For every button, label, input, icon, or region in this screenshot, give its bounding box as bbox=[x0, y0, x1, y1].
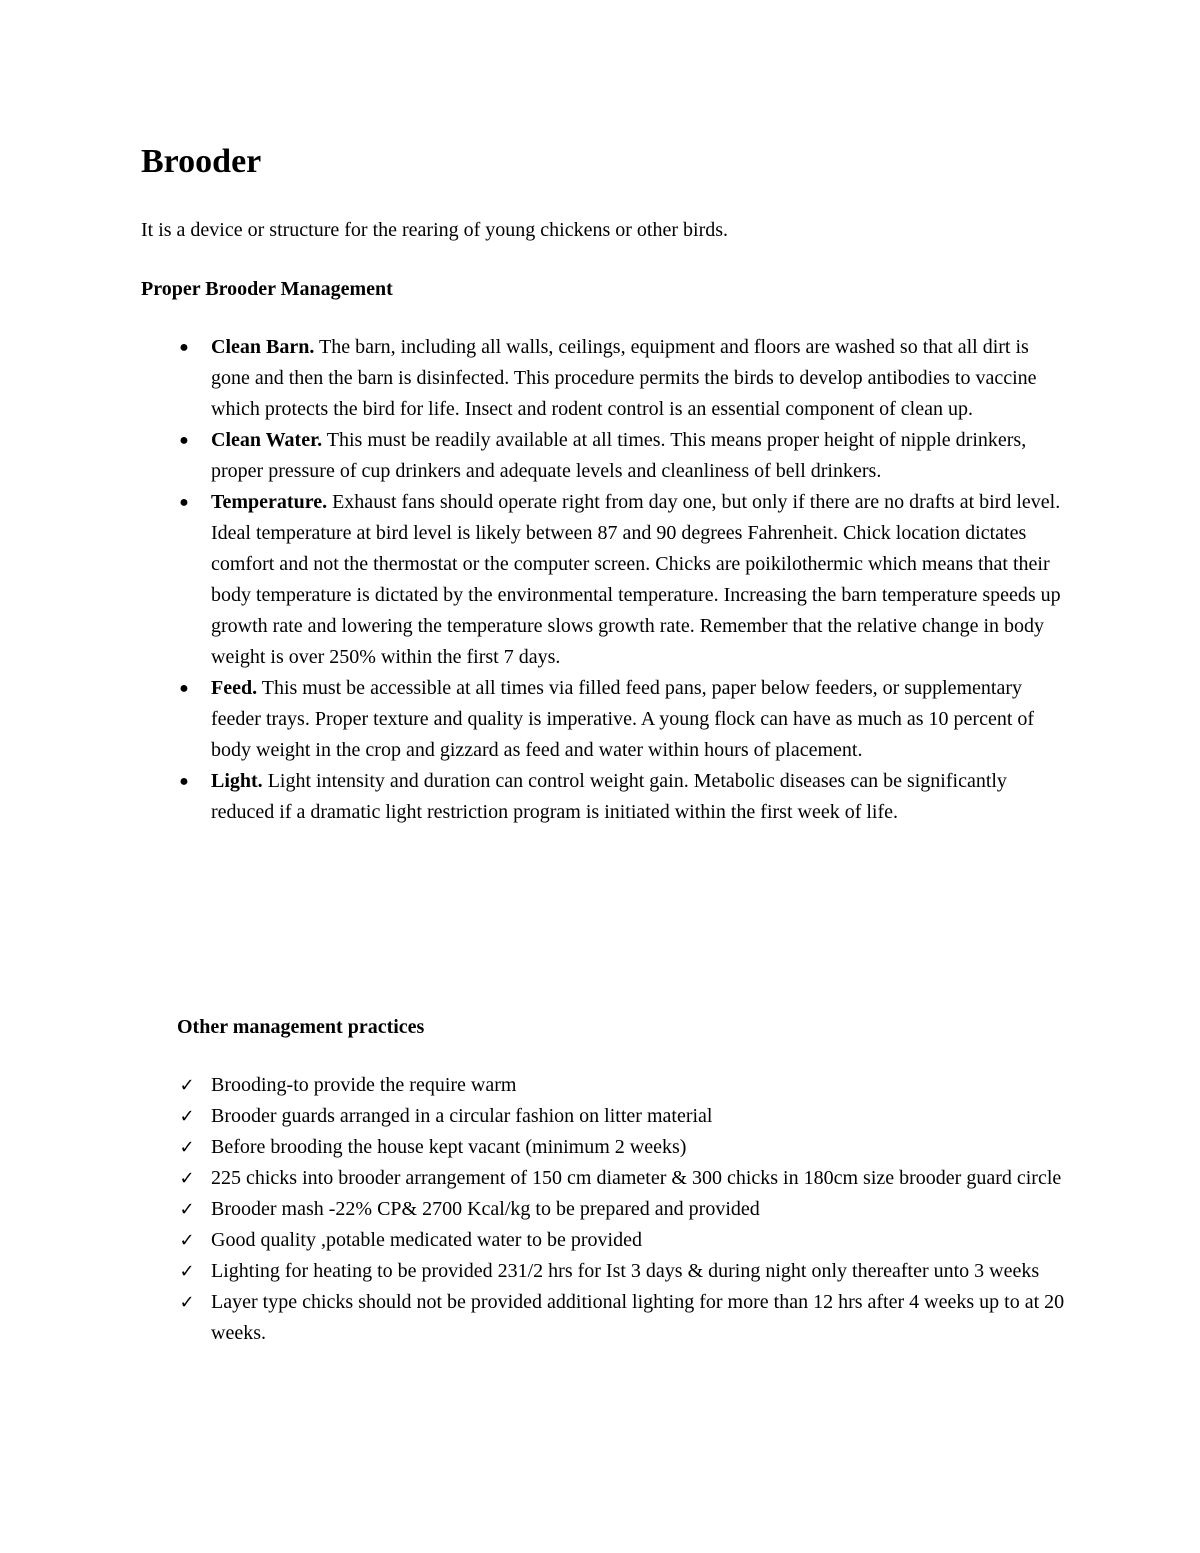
list-item bbox=[179, 425, 1071, 487]
item-text: The barn, including all walls, ceilings, equipment and floors are washed so that all dirt is gone and then the barn is disinfected. This procedure permits the birds to develop antibodies to vaccine which protects the bird for life. Insect and rodent control is an essential component of clean up. bbox=[211, 336, 1037, 420]
section-heading-proper-management: Proper Brooder Management bbox=[141, 278, 393, 300]
list-item bbox=[179, 673, 1071, 766]
checkmark-icon: ✓ bbox=[179, 1137, 195, 1158]
bullet-icon: ● bbox=[179, 494, 189, 511]
item-term: Temperature. bbox=[211, 491, 328, 513]
checkmark-icon: ✓ bbox=[179, 1075, 195, 1096]
list-item bbox=[179, 487, 1071, 673]
list-item bbox=[179, 332, 1071, 425]
proper-management-list bbox=[179, 332, 1071, 828]
list-item bbox=[179, 1101, 1071, 1132]
item-text: Good quality ,potable medicated water to be provided bbox=[211, 1229, 642, 1251]
item-term: Feed. bbox=[211, 677, 258, 699]
list-item bbox=[179, 1132, 1071, 1163]
item-text: Light intensity and duration can control weight gain. Metabolic diseases can be significantly reduced if a dramatic light restriction program is initiated within the first week of life. bbox=[211, 770, 1007, 823]
list-item bbox=[179, 1256, 1071, 1287]
item-text: Lighting for heating to be provided 231/2 hrs for Ist 3 days & during night only thereafter unto 3 weeks bbox=[211, 1260, 1040, 1282]
bullet-icon: ● bbox=[179, 432, 189, 449]
item-text: Before brooding the house kept vacant (minimum 2 weeks) bbox=[211, 1136, 687, 1158]
bullet-icon: ● bbox=[179, 773, 189, 790]
item-text: Exhaust fans should operate right from day one, but only if there are no drafts at bird level. Ideal temperature at bird level is likely between 87 and 90 degrees Fahrenheit. Chick location dictates comfort and not the thermostat or the computer screen. Chicks are poikilothermic which means that their body temperature is dictated by the environmental temperature. Increasing the barn temperature speeds up growth rate and lowering the temperature slows growth rate. Remember that the relative change in body weight is over 250% within the first 7 days. bbox=[211, 491, 1061, 668]
list-item bbox=[179, 1194, 1071, 1225]
checkmark-icon: ✓ bbox=[179, 1199, 195, 1220]
item-text: Brooder guards arranged in a circular fashion on litter material bbox=[211, 1105, 713, 1127]
page-title: Brooder bbox=[141, 143, 262, 180]
item-text: Brooder mash -22% CP& 2700 Kcal/kg to be prepared and provided bbox=[211, 1198, 760, 1220]
list-item bbox=[179, 1163, 1071, 1194]
other-practices-list bbox=[179, 1070, 1071, 1349]
bullet-icon: ● bbox=[179, 339, 189, 356]
item-text: 225 chicks into brooder arrangement of 150 cm diameter & 300 chicks in 180cm size brooder guard circle bbox=[211, 1167, 1062, 1189]
intro-paragraph: It is a device or structure for the rearing of young chickens or other birds. bbox=[141, 219, 729, 241]
checkmark-icon: ✓ bbox=[179, 1292, 195, 1313]
checkmark-icon: ✓ bbox=[179, 1106, 195, 1127]
item-text: Layer type chicks should not be provided additional lighting for more than 12 hrs after 4 weeks up to at 20 weeks. bbox=[211, 1291, 1065, 1344]
bullet-icon: ● bbox=[179, 680, 189, 697]
checkmark-icon: ✓ bbox=[179, 1230, 195, 1251]
item-term: Clean Water. bbox=[211, 429, 323, 451]
item-text: This must be readily available at all times. This means proper height of nipple drinkers, proper pressure of cup drinkers and adequate levels and cleanliness of bell drinkers. bbox=[211, 429, 1027, 482]
item-term: Light. bbox=[211, 770, 263, 792]
item-text: This must be accessible at all times via filled feed pans, paper below feeders, or supplementary feeder trays. Proper texture and quality is imperative. A young flock can have as much as 10 percent of body weight in the crop and gizzard as feed and water within hours of placement. bbox=[211, 677, 1035, 761]
item-text: Brooding-to provide the require warm bbox=[211, 1074, 517, 1096]
section-heading-other-practices: Other management practices bbox=[177, 1016, 425, 1038]
item-term: Clean Barn. bbox=[211, 336, 315, 358]
list-item bbox=[179, 1287, 1071, 1349]
checkmark-icon: ✓ bbox=[179, 1168, 195, 1189]
checkmark-icon: ✓ bbox=[179, 1261, 195, 1282]
list-item bbox=[179, 1225, 1071, 1256]
list-item bbox=[179, 1070, 1071, 1101]
list-item bbox=[179, 766, 1071, 828]
